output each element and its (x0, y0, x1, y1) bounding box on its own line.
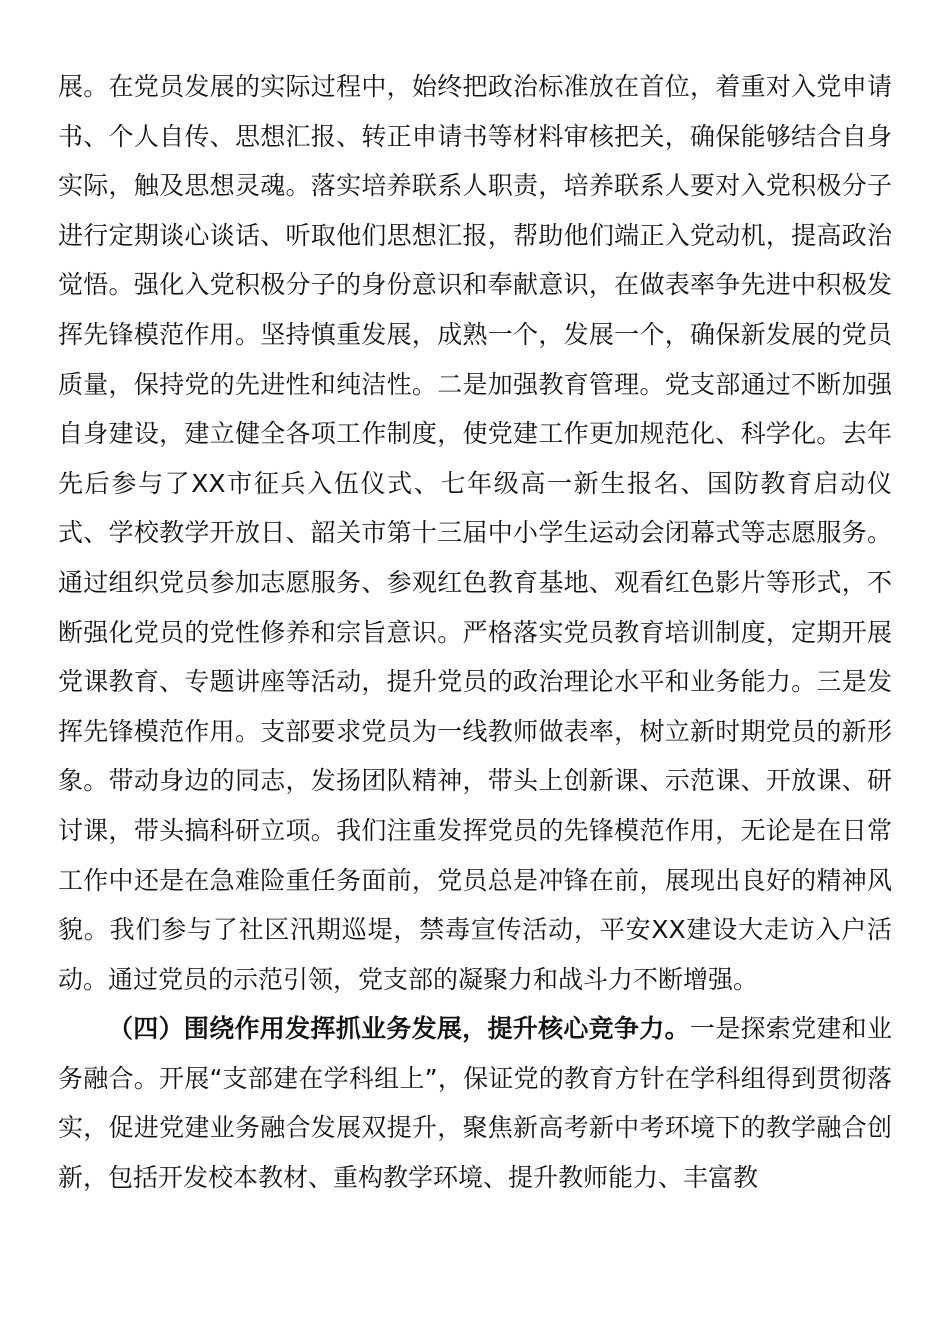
body-paragraph-2 (58, 1004, 892, 1202)
section-heading-4: （四）围绕作用发挥抓业务发展，提升核心竞争力。 (108, 1014, 690, 1044)
section-4-body-text: 一是探索党建和业务融合。开展“支部建在学科组上”，保证党的教育方针在学科组得到贯彻落实，促进党建业务融合发展双提升，聚焦新高考新中考环境下的教学融合创新，包括开发校本教材、重构教学环境、提升教师能力、丰富教 (58, 1014, 892, 1193)
document-page (58, 62, 892, 1203)
body-paragraph-1: 展。在党员发展的实际过程中，始终把政治标准放在首位，着重对入党申请书、个人自传、思想汇报、转正申请书等材料审核把关，确保能够结合自身实际，触及思想灵魂。落实培养联系人职责，培养联系人要对入党积极分子进行定期谈心谈话、听取他们思想汇报，帮助他们端正入党动机，提高政治觉悟。强化入党积极分子的身份意识和奉献意识，在做表率争先进中积极发挥先锋模范作用。坚持慎重发展，成熟一个，发展一个，确保新发展的党员质量，保持党的先进性和纯洁性。二是加强教育管理。党支部通过不断加强自身建设，建立健全各项工作制度，使党建工作更加规范化、科学化。去年先后参与了XX市征兵入伍仪式、七年级高一新生报名、国防教育启动仪式、学校教学开放日、韶关市第十三届中小学生运动会闭幕式等志愿服务。通过组织党员参加志愿服务、参观红色教育基地、观看红色影片等形式，不断强化党员的党性修养和宗旨意识。严格落实党员教育培训制度，定期开展党课教育、专题讲座等活动，提升党员的政治理论水平和业务能力。三是发挥先锋模范作用。支部要求党员为一线教师做表率，树立新时期党员的新形象。带动身边的同志，发扬团队精神，带头上创新课、示范课、开放课、研讨课，带头搞科研立项。我们注重发挥党员的先锋模范作用，无论是在日常工作中还是在急难险重任务面前，党员总是冲锋在前，展现出良好的精神风貌。我们参与了社区汛期巡堤，禁毒宣传活动，平安XX建设大走访入户活动。通过党员的示范引领，党支部的凝聚力和战斗力不断增强。 (58, 72, 892, 994)
